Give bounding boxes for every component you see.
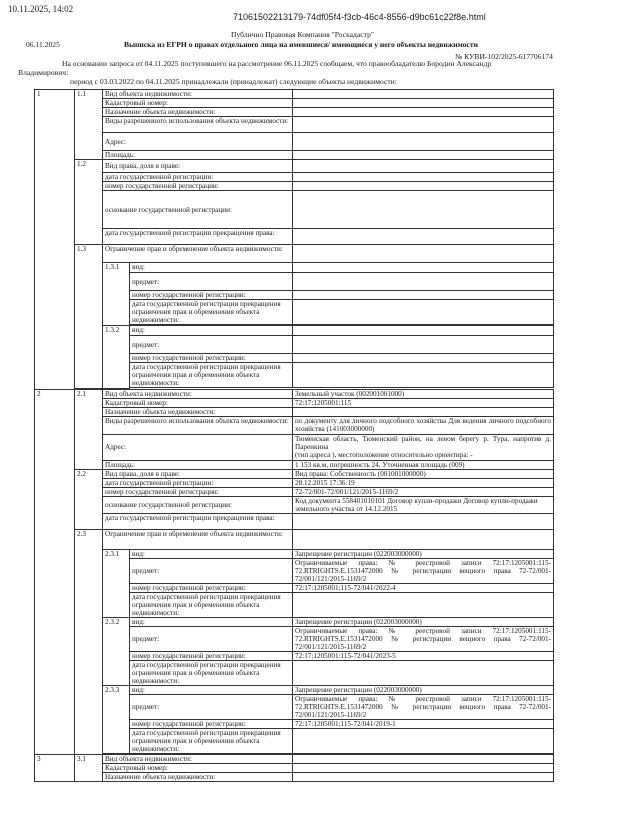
row-number: 2.1 [75,389,103,469]
label-obj-type: Вид объекта недвижимости: [103,754,293,763]
value-kind: Запрещение регистрации (022003000000) [293,617,554,626]
label-kind: вид: [130,685,293,694]
value-reg-num: 72:17:1205001:115-72/041/2019-1 [293,719,554,728]
value-address-cell [293,434,554,460]
row-number: 2 [35,389,75,754]
label-kind: вид: [130,263,293,273]
row-number: 1.3.2 [103,326,130,389]
label-termination-date: дата государственной регистрации прекращения права: [103,513,293,529]
label-area: Площадь: [103,151,293,160]
label-purpose: Назначение объекта недвижимости: [103,772,293,781]
value-permitted-use: по документу для личного подсобного хозяйства Для ведения личного подсобного хозяйства (141003000000) [293,416,554,434]
value-kind: Запрещение регистрации (022003000000) [293,549,554,558]
label-reg-num: номер государственной регистрации: [130,651,293,660]
label-obj-type: Вид объекта недвижимости: [103,389,293,398]
label-reg-num: номер государственной регистрации: [130,291,293,300]
row-number: 1 [35,90,75,390]
intro-text-line2: Владимирович: [18,68,69,77]
label-reg-num: номер государственной регистрации: [130,719,293,728]
label-restr-termination: дата государственной регистрации прекращения ограничения прав и обременения объекта недвижимости: [130,300,293,325]
value-obj-type: Земельный участок (002001001000) [293,389,554,398]
label-reg-basis: основание государственной регистрации: [103,191,293,229]
value-reg-num: 72-72/001-72/001/121/2015-1169/2 [293,487,554,496]
label-termination-date: дата государственной регистрации прекращения права: [103,229,293,245]
label-permitted-use: Виды разрешенного использования объекта недвижимости: [103,416,293,434]
label-reg-num: номер государственной регистрации: [103,487,293,496]
intro-text-line3: период с 03.03.2022 по 04.11.2025 принадлежали (принадлежат) следующие объекты недвижимости: [70,77,397,86]
value-cad-num: 72:17:1205001:115 [293,398,554,407]
company-name: Публично Правовая Компания "Роскадастр" [231,30,374,39]
label-address: Адрес: [103,434,293,460]
label-reg-date: дата государственной регистрации: [103,173,293,182]
row-number: 2.3.2 [103,617,130,685]
value-subject: Ограничиваемые права: № реестровой записи 72:17:1205001:115-72.RTRIGHTS.E.1531472000 № регистрации вещного права 72-72/001-72/001/121/2015-1169/2 [293,558,554,583]
row-number: 1.1 [75,90,103,160]
row-number: 2.2 [75,469,103,529]
label-reg-num: номер государственной регистрации: [130,583,293,592]
value-reg-date: 28.12.2015 17:36:19 [293,478,554,487]
value-area: 1 153 кв.м, погрешность 24, Уточненная площадь (009) [293,460,554,469]
label-area: Площадь: [103,460,293,469]
label-purpose: Назначение объекта недвижимости: [103,407,293,416]
label-subject: предмет: [130,694,293,719]
row-number: 2.3.3 [103,685,130,753]
value-subject: Ограничиваемые права: № реестровой записи 72:17:1205001:115-72.RTRIGHTS.E.1531472000 № регистрации вещного права 72-72/001-72/001/121/2015-1169/2 [293,694,554,719]
label-kind: вид: [130,326,293,336]
label-cad-num: Кадастровый номер: [103,763,293,772]
label-restr-termination: дата государственной регистрации прекращения ограничения прав и обременения объекта недвижимости: [130,592,293,617]
label-reg-num: номер государственной регистрации: [130,354,293,363]
value-reg-basis: Код документа 558401010101 Договор купли-продажи Договор купли-продажи земельного участка от 14.12.2015 [293,496,554,513]
row-number: 2.3 [75,529,103,754]
file-name: 71061502213179-74df05f4-f3cb-46c4-8556-d9bc61c22f8e.html [233,12,486,22]
label-permitted-use: Виды разрешенного использования объекта недвижимости: [103,117,293,133]
intro-text-line1: На основании запроса от 04.11.2025 поступившего на рассмотрение 06.11.2025 сообщаем, что правообладателю Бородин Александр [62,59,492,68]
value-reg-num: 72:17:1205001:115-72/041/2022-4 [293,583,554,592]
row-number: 1.2 [75,160,103,245]
value-right-type: Вид права: Собственность (001001000000) [293,469,554,478]
label-restrictions: Ограничение прав и обременение объекта недвижимости: [103,529,293,549]
label-right-type: Вид права, доля в праве: [103,160,293,173]
label-kind: вид: [130,549,293,558]
value-kind: Запрещение регистрации (022003000000) [293,685,554,694]
label-cad-num: Кадастровый номер: [103,398,293,407]
label-subject: предмет: [130,558,293,583]
label-subject: предмет: [130,626,293,651]
label-purpose: Назначение объекта недвижимости: [103,108,293,117]
label-reg-basis: основание государственной регистрации: [103,496,293,513]
label-address: Адрес: [103,133,293,151]
row-number: 3 [35,754,75,781]
label-subject: предмет: [130,273,293,291]
row-number: 3.1 [75,754,103,781]
label-cad-num: Кадастровый номер: [103,99,293,108]
value-subject: Ограничиваемые права: № реестровой записи 72:17:1205001:115-72.RTRIGHTS.E.1531472000 № регистрации вещного права 72-72/001-72/001/121/2015-1169/2 [293,626,554,651]
label-restr-termination: дата государственной регистрации прекращения ограничения прав и обременения объекта недвижимости: [130,363,293,388]
egrn-table [34,89,554,782]
label-subject: предмет: [130,336,293,354]
label-reg-num: номер государственной регистрации: [103,182,293,191]
label-restr-termination: дата государственной регистрации прекращения ограничения прав и обременения объекта недвижимости: [130,660,293,685]
label-reg-date: дата государственной регистрации: [103,478,293,487]
row-number: 1.3.1 [103,263,130,326]
print-datetime: 10.11.2025, 14:02 [8,4,74,14]
label-right-type: Вид права, доля в праве: [103,469,293,478]
label-restrictions: Ограничение прав и обременение объекта недвижимости: [103,245,293,263]
document-title: Выписка из ЕГРН о правах отдельного лица на имевшиеся/ имеющиеся у него объекты недвижимости [124,40,478,49]
value-address: Тюменская область, Тюменский район, на левом берегу р. Тура, напротив д. Паренкина [295,434,552,451]
row-number: 2.3.1 [103,549,130,617]
label-restr-termination: дата государственной регистрации прекращения ограничения прав и обременения объекта недвижимости: [130,728,293,753]
value-reg-num: 72:17:1205001:115-72/041/2023-5 [293,651,554,660]
value-address-type: (тип адреса ), местоположение относительно ориентира: - [295,450,473,459]
label-kind: вид: [130,617,293,626]
row-number: 1.3 [75,245,103,389]
document-number: № КУВИ-102/2025-617706174 [455,52,553,61]
label-obj-type: Вид объекта недвижимости: [103,90,293,99]
document-date: 06.11.2025 [26,40,60,49]
